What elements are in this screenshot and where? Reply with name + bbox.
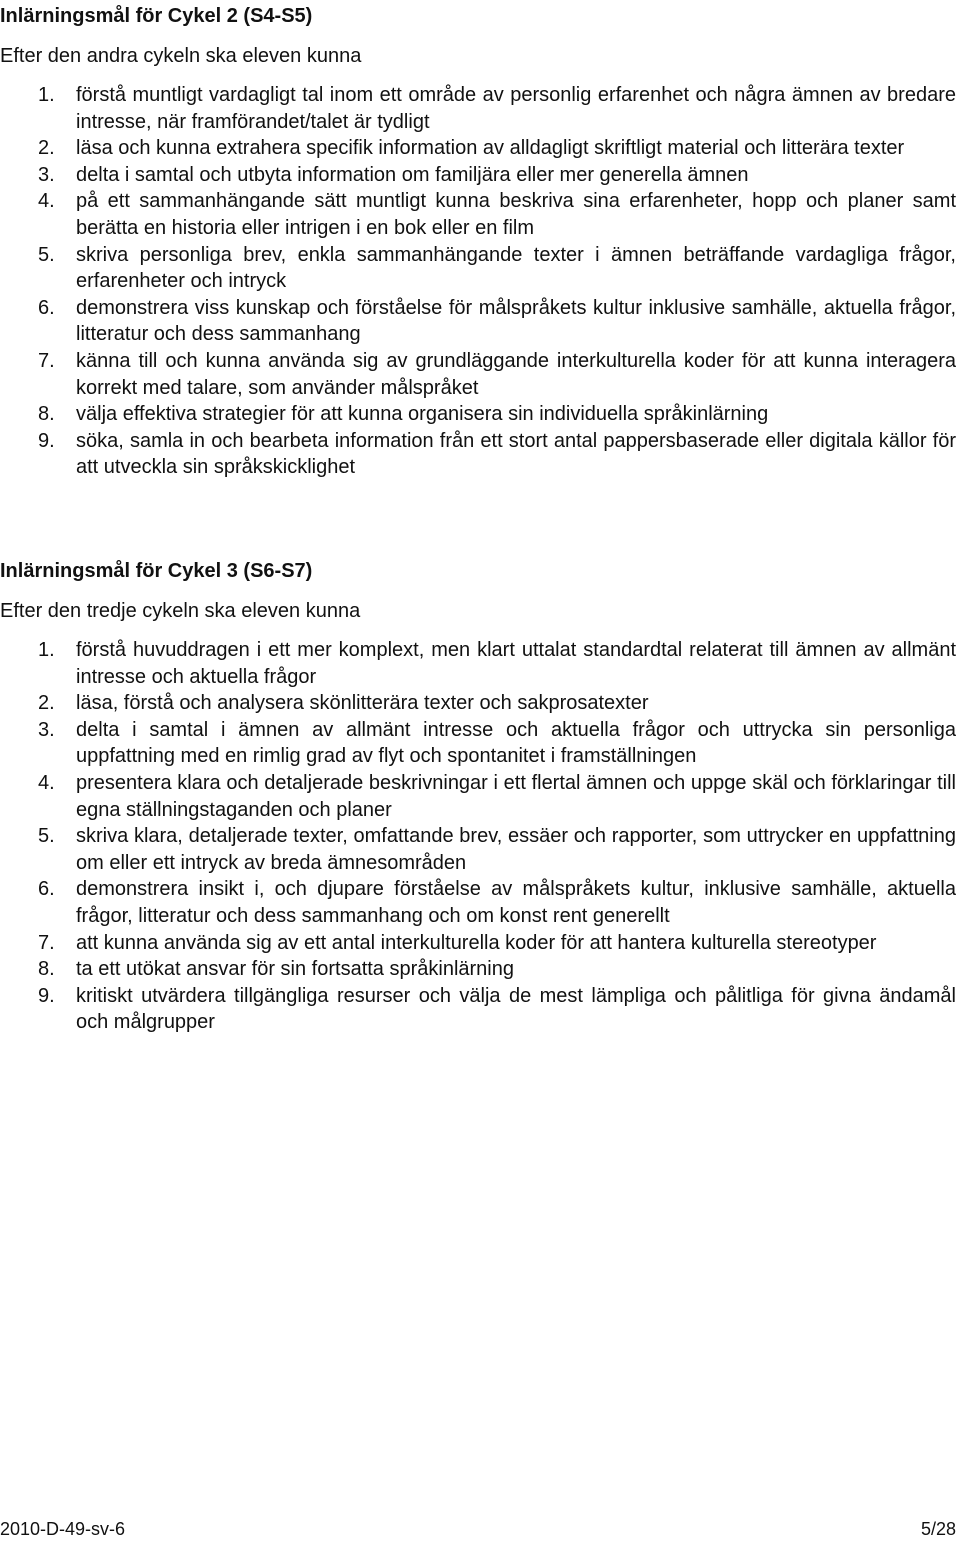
item-number: 4. [38, 190, 55, 213]
objectives-list [0, 637, 956, 1036]
list-item [0, 348, 956, 401]
item-number: 3. [38, 718, 55, 741]
list-item [0, 983, 956, 1036]
section-cycle-2 [0, 3, 956, 481]
list-item [0, 135, 956, 162]
objectives-list [0, 82, 956, 481]
item-text: kritiskt utvärdera tillgängliga resurser och välja de mest lämpliga och pålitliga för givna ändamål och målgrupper [76, 984, 956, 1034]
item-number: 7. [38, 349, 55, 372]
list-item [0, 690, 956, 717]
item-text: på ett sammanhängande sätt muntligt kunna beskriva sina erfarenheter, hopp och planer samt berätta en historia eller intrigen i en bok eller en film [76, 190, 956, 239]
list-item [0, 295, 956, 348]
list-item [0, 717, 956, 770]
item-text: skriva personliga brev, enkla sammanhängande texter i ämnen beträffande vardagliga frågor, erfarenheter och intryck [76, 243, 956, 293]
document-id: 2010-D-49-sv-6 [0, 1519, 126, 1539]
item-number: 7. [38, 931, 55, 954]
list-item [0, 428, 956, 481]
item-text: att kunna använda sig av ett antal interkulturella koder för att hantera kulturella stereotyper [76, 931, 877, 954]
section-intro: Efter den andra cykeln ska eleven kunna [0, 45, 362, 67]
item-number: 8. [38, 403, 55, 426]
item-number: 2. [38, 692, 55, 715]
list-item [0, 242, 956, 295]
item-number: 8. [38, 958, 55, 981]
item-text: skriva klara, detaljerade texter, omfattande brev, essäer och rapporter, som uttrycker en uppfattning om eller ett intryck av breda ämnesområden [76, 825, 956, 874]
section-intro: Efter den tredje cykeln ska eleven kunna [0, 600, 361, 622]
item-number: 1. [38, 84, 55, 106]
item-text: känna till och kunna använda sig av grundläggande interkulturella koder för att kunna interagera korrekt med talare, som använder målspråket [76, 349, 956, 399]
item-text: välja effektiva strategier för att kunna organisera sin individuella språkinlärning [76, 403, 769, 426]
item-text: läsa och kunna extrahera specifik information av alldagligt skriftligt material och litterära texter [76, 137, 905, 160]
item-text: delta i samtal och utbyta information om familjära eller mer generella ämnen [76, 163, 749, 186]
item-text: delta i samtal i ämnen av allmänt intresse och aktuella frågor och uttrycka sin personliga uppfattning med en rimlig grad av flyt och spontanitet i framställningen [76, 718, 956, 768]
item-number: 6. [38, 878, 55, 901]
list-item [0, 401, 956, 428]
item-text: presentera klara och detaljerade beskrivningar i ett flertal ämnen och uppge skäl och förklaringar till egna ställningstaganden och planer [76, 771, 956, 821]
list-item [0, 770, 956, 823]
list-item [0, 956, 956, 983]
list-item [0, 188, 956, 241]
item-number: 4. [38, 771, 55, 794]
item-text: förstå huvuddragen i ett mer komplext, men klart uttalat standardtal relaterat till ämnen av allmänt intresse och aktuella frågor [76, 639, 956, 688]
section-heading: Inlärningsmål för Cykel 2 (S4-S5) [0, 5, 313, 27]
item-text: demonstrera viss kunskap och förståelse för målspråkets kultur inklusive samhälle, aktuella frågor, litteratur och dess sammanhang [76, 296, 956, 346]
item-number: 9. [38, 429, 55, 452]
item-number: 2. [38, 137, 55, 160]
list-item [0, 637, 956, 690]
list-item [0, 162, 956, 189]
list-item [0, 82, 956, 135]
item-number: 6. [38, 296, 55, 319]
section-cycle-3 [0, 558, 956, 1036]
page-number: 5/28 [920, 1519, 956, 1539]
item-number: 3. [38, 163, 55, 186]
item-text: demonstrera insikt i, och djupare förståelse av målspråkets kultur, inklusive samhälle, aktuella frågor, litteratur och dess sammanhang och om konst rent generellt [76, 878, 956, 927]
item-text: söka, samla in och bearbeta information från ett stort antal pappersbaserade eller digitala källor för att utveckla sin språkskicklighet [76, 429, 956, 479]
item-number: 1. [38, 639, 55, 661]
item-text: ta ett utökat ansvar för sin fortsatta språkinlärning [76, 958, 514, 981]
item-number: 5. [38, 243, 55, 266]
item-number: 9. [38, 984, 55, 1007]
list-item [0, 876, 956, 929]
list-item [0, 823, 956, 876]
item-text: läsa, förstå och analysera skönlitterära texter och sakprosatexter [76, 692, 649, 715]
section-heading: Inlärningsmål för Cykel 3 (S6-S7) [0, 560, 313, 582]
item-number: 5. [38, 825, 55, 848]
item-text: förstå muntligt vardagligt tal inom ett område av personlig erfarenhet och några ämnen av bredare intresse, när framförandet/talet är tydligt [76, 84, 956, 133]
list-item [0, 930, 956, 957]
